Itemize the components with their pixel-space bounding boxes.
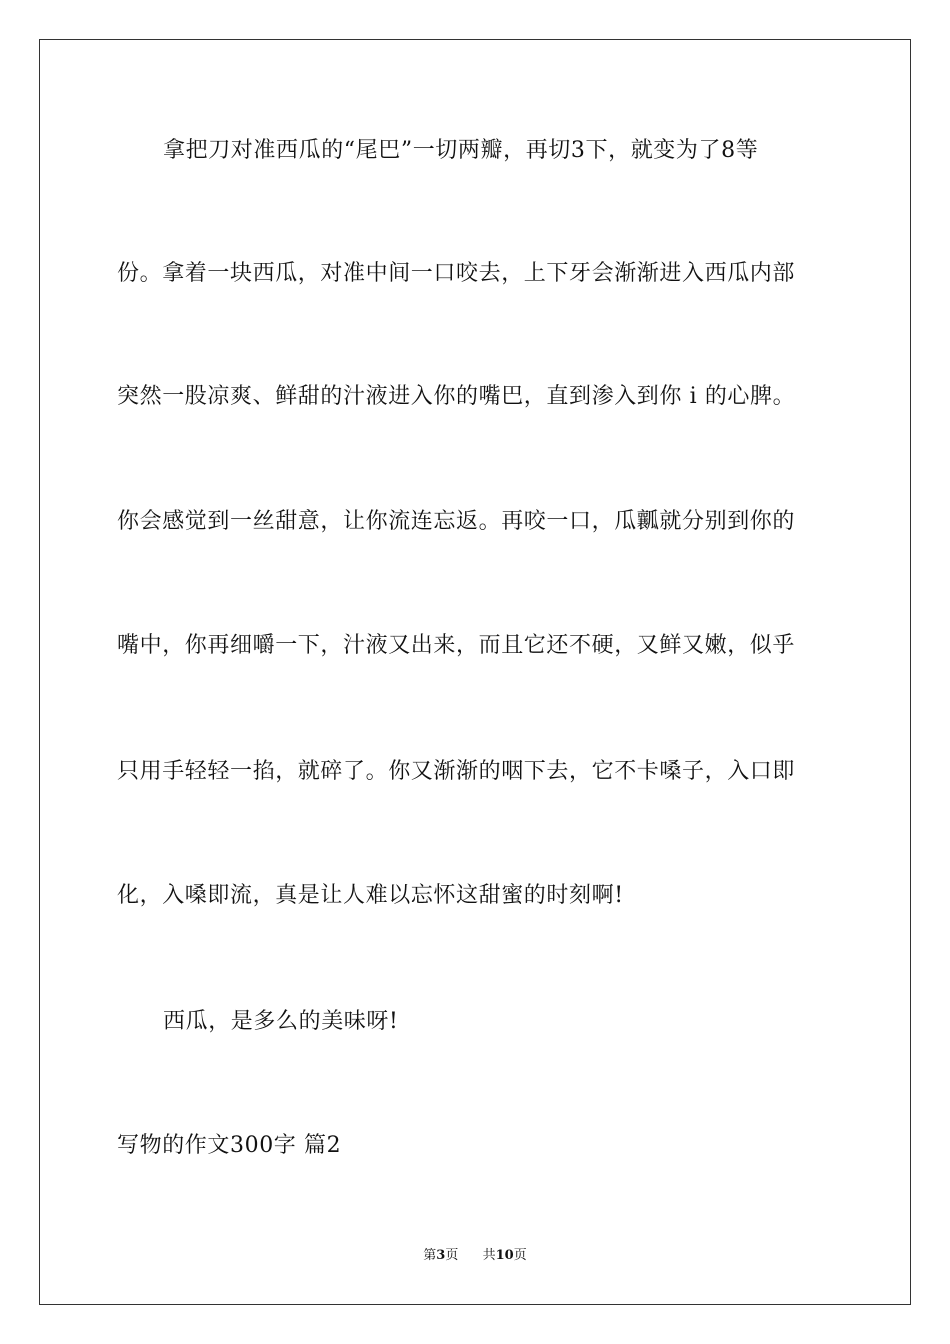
paragraph-line-6: 只用手轻轻一掐，就碎了。你又渐渐的咽下去，它不卡嗓子，入口即	[117, 759, 796, 784]
total-pages: 10	[495, 1248, 514, 1263]
page-prefix: 第	[423, 1248, 437, 1263]
page-footer	[0, 1248, 950, 1264]
paragraph-line-1: 拿把刀对准西瓜的“尾巴”一切两瓣，再切3下，就变为了8等	[163, 138, 759, 163]
page-border	[39, 39, 911, 1305]
section-heading: 写物的作文300字 篇2	[117, 1133, 342, 1158]
paragraph-line-5: 嘴中，你再细嚼一下，汁液又出来，而且它还不硬，又鲜又嫩，似乎	[117, 633, 796, 658]
total-suffix: 页	[513, 1248, 527, 1263]
paragraph-line-7: 化，入嗓即流，真是让人难以忘怀这甜蜜的时刻啊!	[117, 883, 624, 908]
total-prefix: 共	[482, 1248, 496, 1263]
paragraph-line-3: 突然一股凉爽、鲜甜的汁液进入你的嘴巴，直到渗入到你 i 的心脾。	[117, 384, 796, 409]
paragraph-line-8: 西瓜，是多么的美味呀!	[163, 1009, 399, 1034]
paragraph-line-4: 你会感觉到一丝甜意，让你流连忘返。再咬一口，瓜瓤就分别到你的	[117, 509, 796, 534]
page-number: 3	[436, 1248, 446, 1263]
paragraph-line-2: 份。拿着一块西瓜，对准中间一口咬去，上下牙会渐渐进入西瓜内部	[117, 261, 796, 286]
page-suffix: 页	[445, 1248, 459, 1263]
